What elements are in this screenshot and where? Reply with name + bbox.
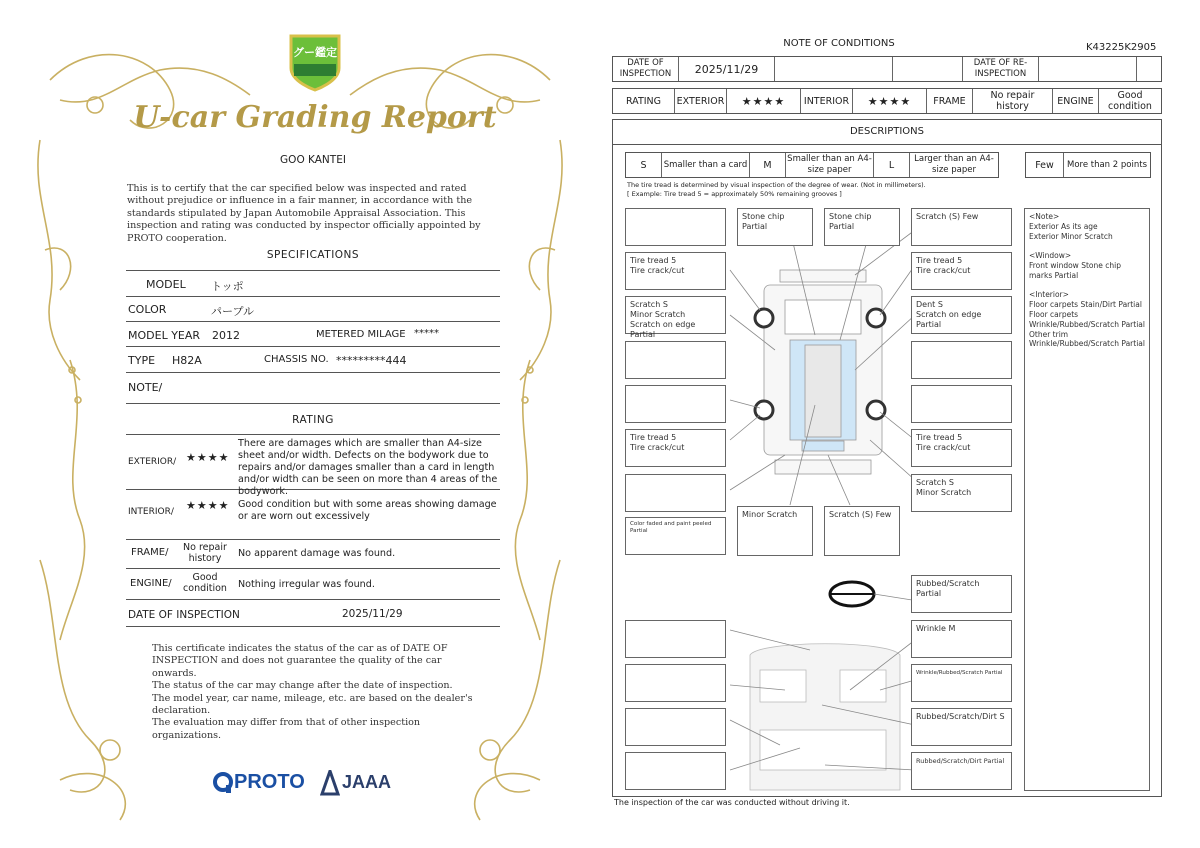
rating-row-interior [126, 489, 500, 540]
jaaa-logo-icon [320, 770, 340, 796]
engine-label: ENGINE/ [130, 578, 172, 589]
conditions-title: NOTE OF CONDITIONS [783, 38, 895, 49]
proto-logo-text: PROTO [234, 771, 305, 793]
box-interior-2: Wrinkle/Rubbed/Scratch Partial [911, 664, 1012, 702]
model-value: トッポ [211, 280, 244, 293]
box-left-empty-1 [625, 341, 726, 379]
box-top-2: Stone chip Partial [824, 208, 900, 246]
frame-desc: No apparent damage was found. [238, 548, 396, 559]
box-right-scratch: Scratch S Minor Scratch [911, 474, 1012, 512]
frame-value: No repair history [183, 542, 227, 564]
proto-logo-icon [212, 771, 234, 795]
model-year-value: 2012 [212, 329, 240, 342]
engine-value: Good condition [1108, 90, 1152, 112]
model-label: MODEL [146, 278, 186, 291]
rating-row-frame [126, 540, 500, 569]
frame-label: FRAME/ [131, 547, 169, 558]
conditions-footer: The inspection of the car was conducted without driving it. [614, 798, 850, 807]
legend-m-text: Smaller than an A4-size paper [786, 153, 874, 177]
rating-label: RATING [613, 89, 675, 113]
note-label: NOTE/ [128, 381, 163, 394]
box-right-dent: Dent S Scratch on edge Partial [911, 296, 1012, 334]
certificate-title: U-car Grading Report [133, 100, 497, 135]
certificate-intro: This is to certify that the car specified below was inspected and rated without prejudice or influence in a fair manner, in accordance with the standards stipulated by Japan Automobile Appraisal Association. This inspection and rating was conducted by inspector officially appointed by PROTO cooperation. [127, 183, 481, 244]
disclaimer-line-3: The model year, car name, mileage, etc. are based on the dealer's declaration. [152, 692, 473, 717]
exterior-label: EXTERIOR/ [128, 457, 177, 467]
exterior-stars: ★★★★ [727, 89, 801, 113]
specifications-header: SPECIFICATIONS [266, 249, 360, 261]
box-interior-3: Rubbed/Scratch/Dirt S [911, 708, 1012, 746]
disclaimer-line-1: This certificate indicates the status of the car as of DATE OF INSPECTION and does not guarantee the quality of the car onwards. [152, 643, 448, 679]
exterior-label: EXTERIOR [675, 89, 727, 113]
box-left-tire-rear: Tire tread 5 Tire crack/cut [625, 429, 726, 467]
box-interior-left-4 [625, 752, 726, 790]
box-left-top [625, 208, 726, 246]
engine-label: ENGINE [1053, 89, 1099, 113]
color-value: パープル [211, 305, 255, 318]
badge-text: グー鑑定 [293, 46, 337, 59]
box-left-color: Color faded and paint peeled Partial [625, 517, 726, 555]
legend-few-code: Few [1026, 153, 1064, 177]
box-interior-4: Rubbed/Scratch/Dirt Partial [911, 752, 1012, 790]
note-of-conditions-sheet [600, 0, 1200, 848]
legend-few-text: More than 2 points [1066, 159, 1147, 170]
tread-note-1: The tire tread is determined by visual inspection of the degree of wear. (Not in millimeters). [627, 181, 926, 189]
box-right-tire-rear: Tire tread 5 Tire crack/cut [911, 429, 1012, 467]
disclaimer-line-2: The status of the car may change after the date of inspection. [152, 680, 453, 692]
legend-m-code: M [750, 153, 786, 177]
box-top-3: Scratch (S) Few [911, 208, 1012, 246]
goo-kantei-badge [288, 30, 342, 92]
spec-row-type-chassis [126, 347, 500, 373]
box-bottom-1: Minor Scratch [737, 506, 813, 556]
box-interior-left-2 [625, 664, 726, 702]
interior-label: INTERIOR/ [128, 507, 174, 517]
descriptions-header: DESCRIPTIONS [613, 120, 1161, 145]
date-label: DATE OF INSPECTION [128, 609, 240, 621]
interior-stars: ★★★★ [186, 499, 230, 512]
box-steering: Rubbed/Scratch Partial [911, 575, 1012, 613]
box-left-empty-2 [625, 385, 726, 423]
legend-l-code: L [874, 153, 910, 177]
interior-desc: Good condition but with some areas showing damage or are worn out excessively [238, 499, 497, 522]
type-label: TYPE [128, 354, 156, 367]
disclaimer-line-4: The evaluation may differ from that of other inspection organizations. [152, 717, 421, 741]
reference-number: K43225K2905 [1086, 42, 1157, 53]
frame-label: FRAME [927, 89, 973, 113]
color-label: COLOR [128, 303, 167, 316]
box-top-1: Stone chip Partial [737, 208, 813, 246]
date-reinspection-label: DATE OF RE-INSPECTION [963, 57, 1039, 81]
rating-header: RATING [292, 414, 334, 426]
interior-stars: ★★★★ [853, 89, 927, 113]
rating-row-engine [126, 569, 500, 600]
spec-row-color [126, 296, 500, 322]
box-right-tire-front: Tire tread 5 Tire crack/cut [911, 252, 1012, 290]
spec-row-year-mileage [126, 322, 500, 347]
rating-row-date [126, 600, 500, 627]
chassis-label: CHASSIS NO. [264, 354, 329, 365]
metered-value: ***** [414, 328, 439, 339]
disclaimer [152, 643, 482, 742]
legend-s-text: Smaller than a card [662, 153, 750, 177]
jaaa-logo-text: JAAA [342, 772, 392, 792]
legend-s-code: S [626, 153, 662, 177]
box-left-tire-front: Tire tread 5 Tire crack/cut [625, 252, 726, 290]
box-left-empty-3 [625, 474, 726, 512]
engine-desc: Nothing irregular was found. [238, 579, 375, 590]
box-right-empty-2 [911, 385, 1012, 423]
engine-value: Good condition [183, 572, 227, 594]
rating-row-exterior [126, 434, 500, 497]
certificate-subtitle: GOO KANTEI [280, 154, 346, 166]
date-value: 2025/11/29 [342, 608, 403, 620]
chassis-value: *********444 [336, 354, 407, 367]
box-right-empty-1 [911, 341, 1012, 379]
type-value: H82A [172, 354, 202, 367]
frame-value: No repair history [973, 89, 1053, 113]
interior-label: INTERIOR [801, 89, 853, 113]
box-interior-left-3 [625, 708, 726, 746]
notes-panel: <Note> Exterior As its age Exterior Minor Scratch <Window> Front window Stone chip marks Partial <Interior> Floor carpets Stain/Dirt Partial Floor carpets Wrinkle/Rubbed/Scratch Partial Other trim Wrinkle/Rubbed/Scratch Partial [1024, 208, 1150, 791]
spec-row-model [126, 270, 500, 297]
exterior-desc: There are damages which are smaller than A4-size sheet and/or width. Defects on the bodywork due to repairs and/or damages smaller than a card in length and/or width can be seen on more than 4 areas of the bodywork. [238, 438, 498, 497]
legend-l-text: Larger than an A4-size paper [914, 154, 994, 175]
date-inspection-label: DATE OF INSPECTION [613, 57, 679, 81]
box-interior-left-1 [625, 620, 726, 658]
box-bottom-2: Scratch (S) Few [824, 506, 900, 556]
date-inspection-value: 2025/11/29 [679, 57, 775, 81]
exterior-stars: ★★★★ [186, 451, 230, 464]
spec-row-note [126, 373, 500, 404]
box-interior-1: Wrinkle M [911, 620, 1012, 658]
model-year-label: MODEL YEAR [128, 329, 201, 342]
metered-label: METERED MILAGE [316, 329, 406, 340]
box-left-scratch: Scratch S Minor Scratch Scratch on edge Partial [625, 296, 726, 334]
tread-note-2: [ Example: Tire tread 5 = approximately 50% remaining grooves ] [627, 190, 842, 198]
